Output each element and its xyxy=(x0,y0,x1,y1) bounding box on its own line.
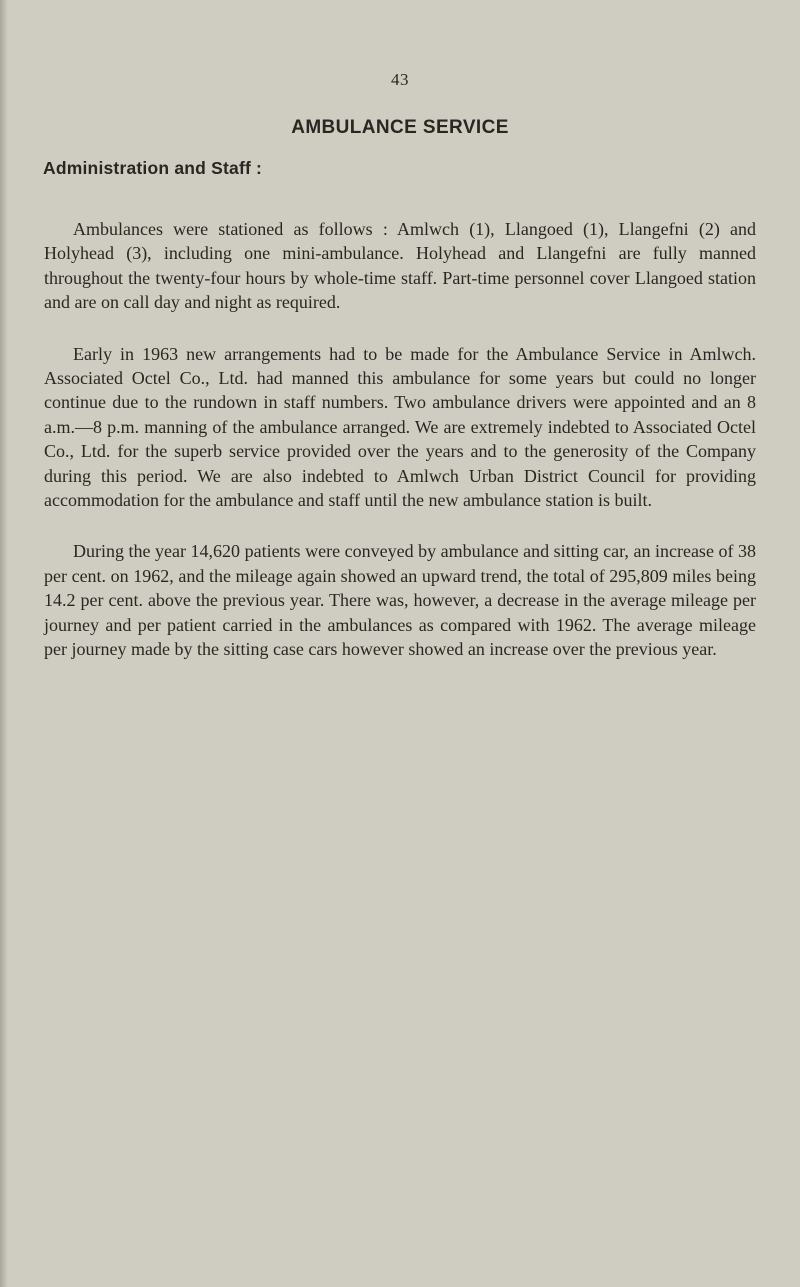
section-heading: Administration and Staff : xyxy=(43,158,263,178)
page-binding-edge xyxy=(0,0,8,1287)
page-number: 43 xyxy=(391,70,409,89)
paragraph-amlwch-arrangements: Early in 1963 new arrangements had to be made for the Ambulance Service in Amlwch. Associated Octel Co., Ltd. had manned this ambulance for some years but could no longer continue due to the rundown in staff numbers. Two ambulance drivers were appointed and an 8 a.m.—8 p.m. manning of the ambulance arranged. We are extremely indebted to Associated Octel Co., Ltd. for the superb service provided over the years and to the generosity of the Company during this period. We are also indebted to Amlwch Urban District Council for providing accommodation for the ambulance and staff until the new ambulance station is built. xyxy=(44,343,756,511)
paragraph-statistics: During the year 14,620 patients were conveyed by ambulance and sitting car, an increase of 38 per cent. on 1962, and the mileage again showed an upward trend, the total of 295,809 miles being 14.2 per cent. above the previous year. There was, however, a decrease in the average mileage per journey and per patient carried in the ambulances as compared with 1962. The average mileage per journey made by the sitting case cars however showed an increase over the previous year. xyxy=(44,541,756,660)
body-text xyxy=(44,217,756,689)
page-title: AMBULANCE SERVICE xyxy=(291,117,509,138)
paragraph-stations: Ambulances were stationed as follows : Amlwch (1), Llangoed (1), Llangefni (2) and Holyhead (3), including one mini-ambulance. Holyhead and Llangefni are fully manned throughout the twenty-four hours by whole-time staff. Part-time personnel cover Llangoed station and are on call day and night as required. xyxy=(44,219,756,313)
